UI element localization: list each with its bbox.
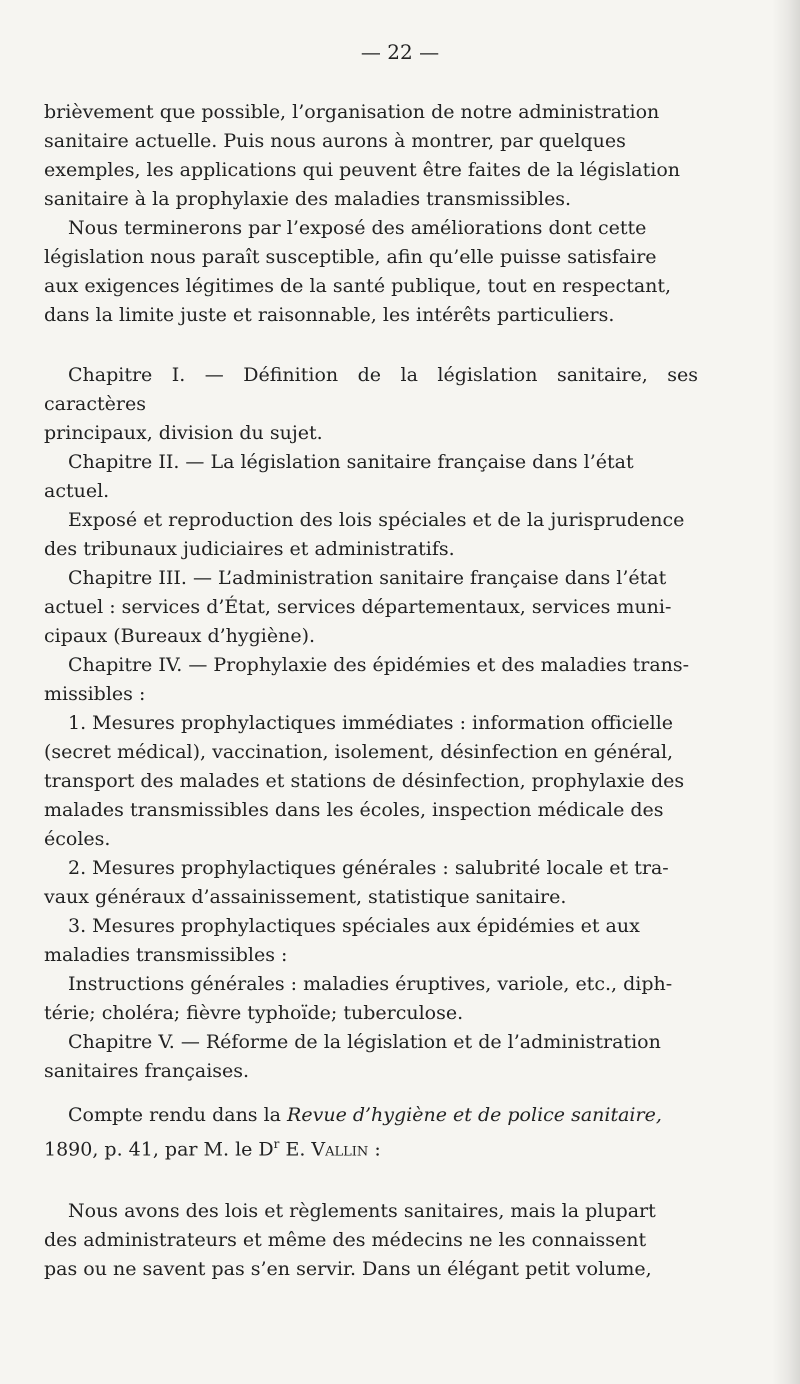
outline-line: Chapitre III. — L’administration sanitaire française dans l’état xyxy=(68,567,667,589)
outline-line: transport des malades et stations de désinfection, prophylaxie des xyxy=(44,770,685,792)
citation-author: Vallin xyxy=(311,1138,369,1161)
doctor-abbrev-sup: r xyxy=(273,1137,280,1151)
outline-line: (secret médical), vaccination, isolement, désinfection en général, xyxy=(44,741,674,763)
binding-shadow xyxy=(772,0,800,1384)
journal-title: Revue d’hygiène et de police sanitaire, xyxy=(287,1104,662,1126)
outline-line: cipaux (Bureaux d’hygiène). xyxy=(44,625,316,647)
text-line: pas ou ne savent pas s’en servir. Dans un élégant petit volume, xyxy=(44,1258,652,1280)
outline-line: actuel. xyxy=(44,480,110,502)
closing-paragraph xyxy=(44,214,698,330)
text-line: dans la limite juste et raisonnable, les intérêts particuliers. xyxy=(44,304,615,326)
intro-paragraph xyxy=(44,98,698,214)
outline-line: térie; choléra; fièvre typhoïde; tuberculose. xyxy=(44,1002,464,1024)
outline-line: principaux, division du sujet. xyxy=(44,422,323,444)
citation-year-text: 1890, p. 41, par M. le D xyxy=(44,1138,274,1161)
citation-initial: E. xyxy=(279,1138,312,1161)
text-line: sanitaire à la prophylaxie des maladies transmissibles. xyxy=(44,188,572,210)
text-line: exemples, les applications qui peuvent être faites de la législation xyxy=(44,159,680,181)
outline-line: actuel : services d’État, services départementaux, services muni- xyxy=(44,596,672,618)
outline-line: Chapitre II. — La législation sanitaire française dans l’état xyxy=(68,451,634,473)
review-citation xyxy=(44,1101,698,1164)
citation-line-1 xyxy=(44,1101,698,1130)
outline-line: sanitaires françaises. xyxy=(44,1060,250,1082)
outline-line: malades transmissibles dans les écoles, inspection médicale des xyxy=(44,799,664,821)
outline-line: Instructions générales : maladies éruptives, variole, etc., diph- xyxy=(68,973,673,995)
citation-colon: : xyxy=(368,1138,381,1161)
citation-line-2 xyxy=(44,1130,698,1164)
text-line: aux exigences légitimes de la santé publique, tout en respectant, xyxy=(44,275,672,297)
outline-line: 1. Mesures prophylactiques immédiates : information officielle xyxy=(68,712,674,734)
text-line: sanitaire actuelle. Puis nous aurons à montrer, par quelques xyxy=(44,130,626,152)
text-line: Nous avons des lois et règlements sanitaires, mais la plupart xyxy=(68,1200,656,1222)
outline-line: Exposé et reproduction des lois spéciales et de la jurisprudence xyxy=(68,509,685,531)
text-line: brièvement que possible, l’organisation de notre administration xyxy=(44,101,660,123)
outline-line: Chapitre V. — Réforme de la législation et de l’administration xyxy=(68,1031,661,1053)
outline-line: vaux généraux d’assainissement, statistique sanitaire. xyxy=(44,886,567,908)
citation-prefix: Compte rendu dans la xyxy=(68,1104,288,1126)
text-line: des administrateurs et même des médecins ne les connaissent xyxy=(44,1229,647,1251)
outline-line: missibles : xyxy=(44,683,146,705)
outline-line: Chapitre IV. — Prophylaxie des épidémies et des maladies trans- xyxy=(68,654,690,676)
outline-line: 3. Mesures prophylactiques spéciales aux épidémies et aux xyxy=(68,915,640,937)
page-number: — 22 — xyxy=(360,40,440,64)
outline-line: Chapitre I. — Définition de la législation sanitaire, ses caractères xyxy=(44,364,698,415)
outline-line: maladies transmissibles : xyxy=(44,944,288,966)
chapter-outline xyxy=(44,361,698,1086)
outline-line: écoles. xyxy=(44,828,111,850)
review-paragraph xyxy=(44,1197,698,1284)
text-line: Nous terminerons par l’exposé des améliorations dont cette xyxy=(68,217,647,239)
text-line: législation nous paraît susceptible, afin qu’elle puisse satisfaire xyxy=(44,246,657,268)
outline-line: des tribunaux judiciaires et administratifs. xyxy=(44,538,455,560)
outline-line: 2. Mesures prophylactiques générales : salubrité locale et tra- xyxy=(68,857,669,879)
